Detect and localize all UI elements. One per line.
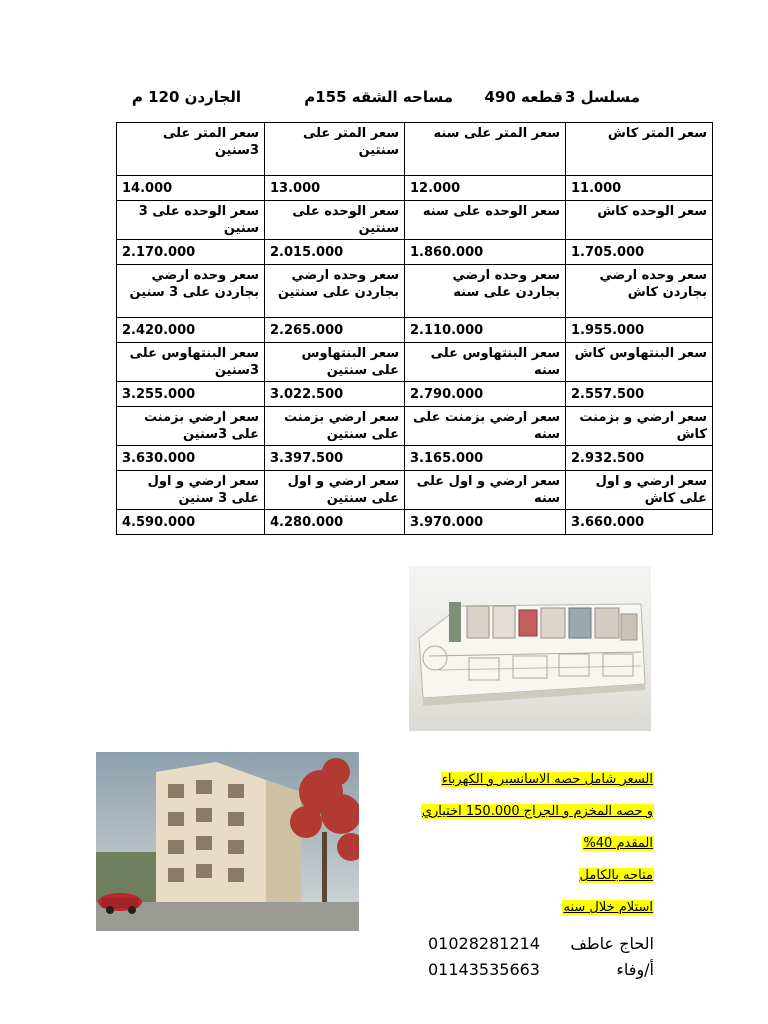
price-label-cell: سعر البنتهاوس على سنتين xyxy=(265,343,405,382)
price-value-cell: 11.000 xyxy=(566,176,713,201)
price-label-cell: سعر وحده ارضي بجاردن على سنه xyxy=(405,265,566,318)
price-value-cell: 2.265.000 xyxy=(265,318,405,343)
price-label-cell: سعر المتر على سنه xyxy=(405,123,566,176)
note-item xyxy=(380,800,654,822)
price-row xyxy=(117,510,713,535)
price-label-cell: سعر البنتهاوس على سنه xyxy=(405,343,566,382)
floor-plan-3d-image xyxy=(409,566,651,731)
price-value-cell: 3.022.500 xyxy=(265,382,405,407)
price-row xyxy=(117,318,713,343)
price-value-cell: 3.630.000 xyxy=(117,446,265,471)
price-value-cell: 13.000 xyxy=(265,176,405,201)
price-label-cell: سعر المتر كاش xyxy=(566,123,713,176)
contact-phone: 01143535663 xyxy=(428,960,540,979)
price-value-cell: 2.420.000 xyxy=(117,318,265,343)
price-value-cell: 3.165.000 xyxy=(405,446,566,471)
label-row xyxy=(117,201,713,240)
label-row xyxy=(117,123,713,176)
garden-area: الجاردن 120 م xyxy=(131,88,241,106)
document-header xyxy=(0,88,768,114)
price-label-cell: سعر وحده ارضي بجاردن على سنتين xyxy=(265,265,405,318)
contact-phone: 01028281214 xyxy=(428,934,540,953)
price-label-cell: سعر ارضي بزمنت على سنتين xyxy=(265,407,405,446)
price-value-cell: 4.280.000 xyxy=(265,510,405,535)
floor-plan-illustration xyxy=(409,566,651,731)
price-label-cell: سعر وحده ارضي بجاردن كاش xyxy=(566,265,713,318)
price-label-cell: سعر المتر على 3سنين xyxy=(117,123,265,176)
building-render-image xyxy=(96,752,359,931)
notes-list xyxy=(380,768,654,928)
price-value-cell: 2.790.000 xyxy=(405,382,566,407)
note-item xyxy=(380,864,654,886)
series-number: مسلسل 3 xyxy=(565,88,640,106)
price-value-cell: 2.932.500 xyxy=(566,446,713,471)
contact-name: الحاج عاطف xyxy=(570,934,654,953)
price-label-cell: سعر ارضي و اول على سنه xyxy=(405,471,566,510)
price-value-cell: 4.590.000 xyxy=(117,510,265,535)
price-value-cell: 1.955.000 xyxy=(566,318,713,343)
note-item xyxy=(380,768,654,790)
note-item xyxy=(380,832,654,854)
note-text: السعر شامل حصه الاسانسير و الكهرباء xyxy=(441,772,653,787)
note-text: استلام خلال سنه xyxy=(563,900,653,915)
price-label-cell: سعر ارضي و اول على كاش xyxy=(566,471,713,510)
apartment-area: مساحه الشقه 155م xyxy=(304,88,453,106)
price-value-cell: 1.860.000 xyxy=(405,240,566,265)
price-value-cell: 3.397.500 xyxy=(265,446,405,471)
price-value-cell: 3.970.000 xyxy=(405,510,566,535)
price-label-cell: سعر ارضي و اول على سنتين xyxy=(265,471,405,510)
price-label-cell: سعر ارضي و اول على 3 سنين xyxy=(117,471,265,510)
price-value-cell: 2.110.000 xyxy=(405,318,566,343)
label-row xyxy=(117,265,713,318)
note-text: المقدم 40% xyxy=(583,836,653,851)
price-label-cell: سعر البنتهاوس كاش xyxy=(566,343,713,382)
price-value-cell: 2.170.000 xyxy=(117,240,265,265)
price-label-cell: سعر الوحده كاش xyxy=(566,201,713,240)
price-value-cell: 3.255.000 xyxy=(117,382,265,407)
price-table xyxy=(116,122,713,535)
label-row xyxy=(117,343,713,382)
price-value-cell: 1.705.000 xyxy=(566,240,713,265)
price-label-cell: سعر البنتهاوس على 3سنين xyxy=(117,343,265,382)
price-value-cell: 2.015.000 xyxy=(265,240,405,265)
price-label-cell: سعر الوحده على سنه xyxy=(405,201,566,240)
price-label-cell: سعر الوحده على سنتين xyxy=(265,201,405,240)
price-value-cell: 2.557.500 xyxy=(566,382,713,407)
price-label-cell: سعر الوحده على 3 سنين xyxy=(117,201,265,240)
price-row xyxy=(117,176,713,201)
price-row xyxy=(117,446,713,471)
contact-name: أ/وفاء xyxy=(616,960,654,979)
price-row xyxy=(117,240,713,265)
price-label-cell: سعر المتر على سنتين xyxy=(265,123,405,176)
note-item xyxy=(380,896,654,918)
label-row xyxy=(117,407,713,446)
contact-line xyxy=(420,960,660,986)
price-label-cell: سعر ارضي بزمنت على 3سنين xyxy=(117,407,265,446)
price-value-cell: 3.660.000 xyxy=(566,510,713,535)
building-illustration xyxy=(96,752,359,931)
price-value-cell: 12.000 xyxy=(405,176,566,201)
price-row xyxy=(117,382,713,407)
note-text: متاحه بالكامل xyxy=(579,868,653,883)
price-value-cell: 14.000 xyxy=(117,176,265,201)
plot-number: قطعه 490 xyxy=(484,88,563,106)
contact-line xyxy=(420,934,660,960)
price-label-cell: سعر ارضي بزمنت على سنه xyxy=(405,407,566,446)
note-text: و حصه المخزم و الجراج 150.000 اختياري xyxy=(421,804,653,819)
label-row xyxy=(117,471,713,510)
price-label-cell: سعر ارضي و بزمنت كاش xyxy=(566,407,713,446)
price-label-cell: سعر وحده ارضي بجاردن على 3 سنين xyxy=(117,265,265,318)
